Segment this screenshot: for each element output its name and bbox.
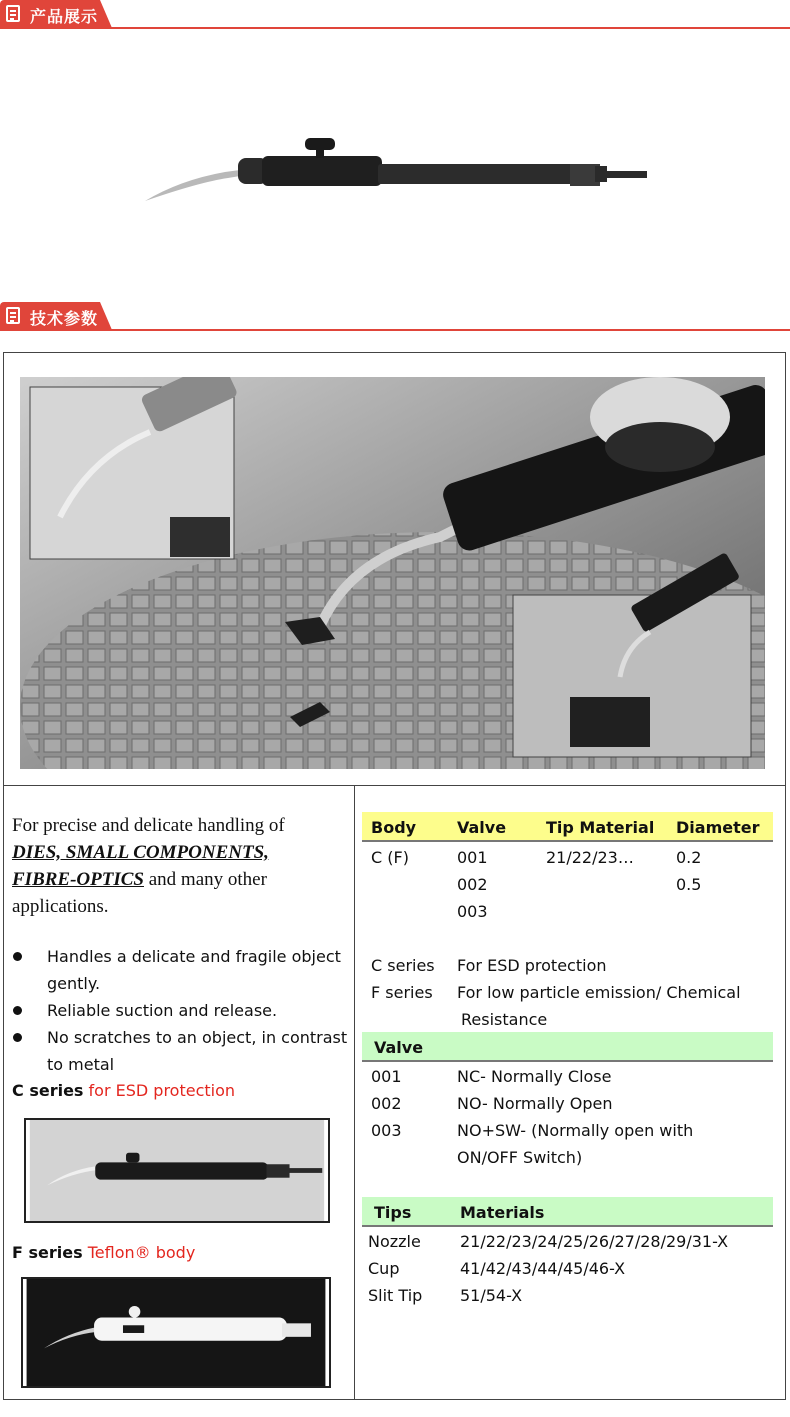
section-header-product-display [0,0,790,30]
header-diameter: Diameter [676,818,760,837]
valve-desc-cont: ON/OFF Switch) [457,1148,583,1167]
feature-list [12,943,352,1078]
header-tip-material: Tip Material [546,818,655,837]
vacuum-pen-photo [140,120,660,220]
f-series-label [12,1243,195,1262]
spec-table-header [362,812,773,842]
intro-prefix: For precise and delicate handling of [12,815,285,836]
tip-name: Slit Tip [368,1286,423,1305]
c-series-desc: for ESD protection [88,1081,236,1100]
valve-desc: NO- Normally Open [457,1094,613,1113]
valve-value: 002 [457,875,488,894]
valve-code: 002 [371,1094,402,1113]
diameter-value: 0.5 [676,875,702,894]
feature-item: Reliable suction and release. [12,997,352,1024]
section-title: 产品展示 [30,7,99,26]
section-underline [0,329,790,331]
section-title: 技术参数 [30,309,99,328]
intro-text [12,812,347,920]
feature-item: No scratches to an object, in contrast to metal [12,1024,352,1078]
series-note-name: F series [371,983,433,1002]
c-series-name: C series [12,1081,84,1100]
tip-materials: 21/22/23/24/25/26/27/28/29/31-X [460,1232,729,1251]
header-materials: Materials [460,1203,545,1222]
tip-materials: 51/54-X [460,1286,523,1305]
tip-materials: 41/42/43/44/45/46-X [460,1259,626,1278]
c-series-pen-photo [24,1118,330,1223]
valve-table-header [362,1032,773,1062]
series-note-name: C series [371,956,435,975]
tips-table-header [362,1197,773,1227]
f-series-pen-photo [21,1277,331,1388]
series-note-desc: For ESD protection [457,956,607,975]
tip-name: Cup [368,1259,400,1278]
header-valve-table: Valve [374,1038,424,1057]
diameter-value: 0.2 [676,848,702,867]
header-valve: Valve [457,818,507,837]
f-series-desc: Teflon® body [87,1243,196,1262]
section-header-tech-params [0,302,790,332]
valve-code: 003 [371,1121,402,1140]
document-icon [6,307,20,324]
wafer-handling-photo [20,377,765,769]
intro-emphasis-dies: DIES, SMALL COMPONENTS, [12,842,269,863]
valve-value: 003 [457,902,488,921]
intro-emphasis-fibre: FIBRE-OPTICS [12,869,144,890]
valve-code: 001 [371,1067,402,1086]
header-tips: Tips [374,1203,412,1222]
valve-desc: NO+SW- (Normally open with [457,1121,694,1140]
header-body: Body [371,818,417,837]
intro-suffix-end: applications. [12,896,109,917]
tip-material-value: 21/22/23… [546,848,634,867]
feature-item: Handles a delicate and fragile object gently. [12,943,352,997]
document-icon [6,5,20,22]
intro-suffix: and many other [148,869,267,890]
valve-desc: NC- Normally Close [457,1067,612,1086]
series-note-desc-cont: Resistance [461,1010,548,1029]
valve-value: 001 [457,848,488,867]
f-series-name: F series [12,1243,83,1262]
divider-vertical [354,785,355,1400]
tip-name: Nozzle [368,1232,421,1251]
body-value: C (F) [371,848,409,867]
section-underline [0,27,790,29]
divider-horizontal [3,785,786,786]
c-series-label [12,1081,235,1100]
series-note-desc: For low particle emission/ Chemical [457,983,741,1002]
